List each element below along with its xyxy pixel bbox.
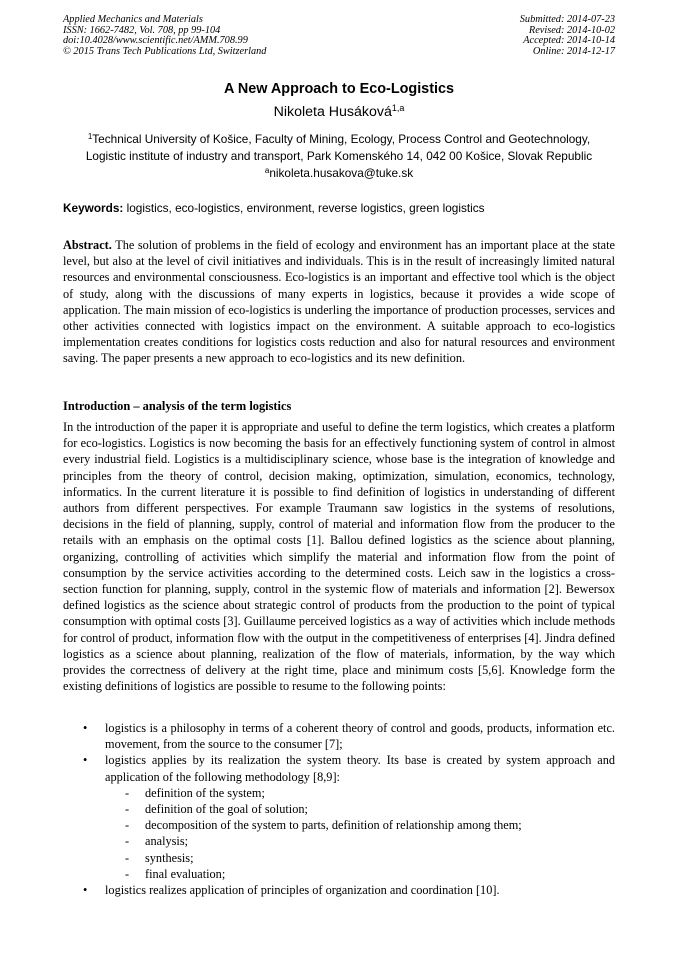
email-address[interactable]: nikoleta.husakova@tuke.sk [269, 166, 414, 180]
author-superscript: 1,a [391, 103, 405, 113]
email-superscript: a [264, 166, 270, 175]
sub-list-item: - definition of the system; [125, 785, 265, 800]
date-submitted: Submitted: 2014-07-23 [519, 14, 615, 25]
dash-icon: - [125, 866, 130, 881]
journal-copyright: © 2015 Trans Tech Publications Ltd, Switzerland [63, 45, 267, 57]
keywords-text: logistics, eco-logistics, environment, reverse logistics, green logistics [123, 201, 485, 215]
abstract [63, 237, 615, 367]
list-item: • logistics realizes application of principles of organization and coordination [10]. [83, 883, 500, 898]
definition-bullet-list [63, 720, 615, 898]
journal-issn: ISSN: 1662-7482, Vol. 708, pp 99-104 [63, 24, 221, 36]
dash-icon: - [125, 785, 130, 800]
journal-header-right [520, 15, 615, 57]
abstract-label: Abstract. [63, 238, 112, 252]
date-online: Online: 2014-12-17 [532, 45, 615, 57]
section-heading-introduction: Introduction – analysis of the term logistics [63, 399, 292, 413]
bullet-icon: • [83, 753, 88, 768]
journal-name: Applied Mechanics and Materials [63, 14, 203, 25]
affiliation-line-1: $^1$Technical University of Košice, Faculty of Mining, Ecology, Process Control and Geotechnology, [87, 132, 591, 146]
sub-list-item: - final evaluation; [125, 866, 226, 881]
introduction-paragraph: In the introduction of the paper it is appropriate and useful to define the term logistics, which creates a platform for eco-logistics. Logistics is now becoming the basis for an effectively functioning system of control in almost every industrial field. Logistics is a multidisciplinary science, whose base is the integration of knowledge and principles from the theory of control, decision making, optimization, simulation, economics, technology, informatics. In the current literature it is possible to find definition of logistics in understanding of different authors from different perspectives. For example Traumann saw logistics in the systems of resolutions, decisions in the field of planning, supply, control of material and information flow from the producer to the retails with an emphasis on the optimal costs [1]. Ballou defined logistics as the science about planning, organizing, controlling of activities which simplify the material and information flow from the point of consumption by the service activities according to the determined costs. Leich saw in the logistics a cross-section function for planning, supply, control in the systemic flow of materials and information [2]. Bewersox defined logistics as the science about strategic control of products from the production to the point of typical consumption with optimal costs [3]. Guillaume perceived logistics as a way of activities which include methods for control of product, information flow with the output in the competitiveness of enterprises [4]. Jindra defined logistics as a science about planning, realization of the flow of materials, information, by the way which provides the correctness of delivery at the right time, place and minimum costs [5,6]. Knowledge form the existing definitions of logistics are possible to resume to the following points: [63, 420, 615, 694]
bullet-icon: • [83, 883, 88, 898]
paper-title: A New Approach to Eco-Logistics [223, 81, 454, 97]
abstract-text: The solution of problems in the field of ecology and environment has an important place at the state level, but also at the level of civil initiatives and individuals. This is in the result of increasingly limited natural resources and environmental consciousness. Eco-logistics is an important and effective tool which is the object of study, along with the discussions of many experts in logistics, because it provides a wide scope of application. The main mission of eco-logistics is underling the importance of production processes, services and other activities connected with logistics impact on the environment. A suitable approach to eco-logistics implementation creates conditions for logistics costs reduction and also for natural resources and environment saving. The paper presents a new approach to eco-logistics and its new definition. [63, 238, 615, 366]
keywords [63, 201, 615, 215]
date-accepted: Accepted: 2014-10-14 [523, 35, 615, 47]
sub-list-item: - synthesis; [125, 850, 194, 865]
keywords-label: Keywords: [63, 201, 124, 215]
sub-list-item: - analysis; [125, 834, 189, 849]
dash-icon: - [125, 818, 130, 833]
journal-header-left [63, 15, 266, 57]
list-item: • logistics is a philosophy in terms of a coherent theory of control and goods, products, information etc. movement, from the source to the consumer [7]; [83, 721, 615, 752]
author-line [0, 103, 678, 120]
affiliation-superscript: 1 [87, 132, 93, 141]
sub-list-item: - definition of the goal of solution; [125, 802, 308, 817]
author-email [0, 166, 678, 180]
affiliation-line-2: Logistic institute of industry and transport, Park Komenského 14, 042 00 Košice, Slovak Republic [85, 148, 593, 163]
journal-doi: doi:10.4028/www.scientific.net/AMM.708.99 [63, 35, 248, 47]
date-revised: Revised: 2014-10-02 [528, 24, 615, 36]
author-name: Nikoleta Husáková [273, 104, 392, 120]
list-item: • logistics applies by its realization the system theory. Its base is created by system approach and application of the following methodology [8,9]: [83, 753, 615, 784]
sub-list-item: - decomposition of the system to parts, definition of relationship among them; [125, 818, 522, 833]
affiliation [30, 129, 648, 164]
bullet-icon: • [83, 721, 88, 735]
dash-icon: - [125, 850, 130, 865]
dash-icon: - [125, 834, 130, 849]
dash-icon: - [125, 802, 130, 817]
